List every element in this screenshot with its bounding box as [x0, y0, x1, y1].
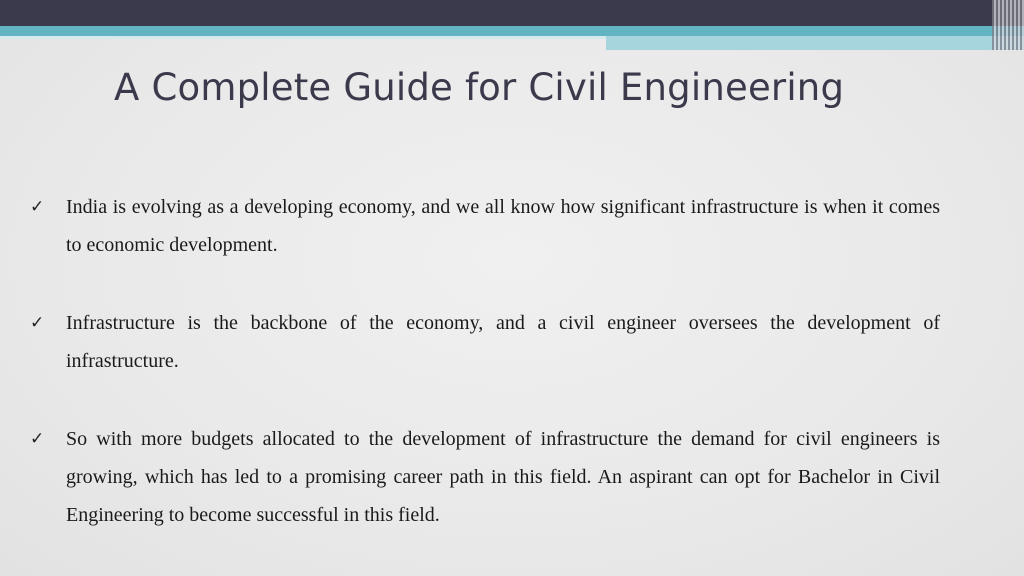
bullet-text: So with more budgets allocated to the development of infrastructure the demand for civil engineers is growing, which has led to a promising career path in this field. An aspirant can opt for Bachelor in Civil Engineering to become successful in this field.	[66, 428, 940, 526]
bullet-item	[30, 420, 940, 534]
header-teal-bar	[0, 26, 1024, 36]
corner-stripes-decoration	[992, 0, 1024, 50]
bullet-item	[30, 188, 940, 264]
header-dark-bar	[0, 0, 1024, 26]
header-teal-light-bar	[606, 36, 1024, 50]
bullet-text: Infrastructure is the backbone of the economy, and a civil engineer oversees the development of infrastructure.	[66, 312, 940, 372]
bullet-list	[30, 188, 940, 574]
check-icon: ✓	[30, 197, 45, 217]
bullet-item	[30, 304, 940, 380]
slide-title: A Complete Guide for Civil Engineering	[114, 66, 845, 109]
header-light-strip	[0, 36, 606, 39]
check-icon: ✓	[30, 313, 45, 333]
bullet-text: India is evolving as a developing economy, and we all know how significant infrastructure is when it comes to economic development.	[66, 196, 940, 256]
check-icon: ✓	[30, 429, 45, 449]
